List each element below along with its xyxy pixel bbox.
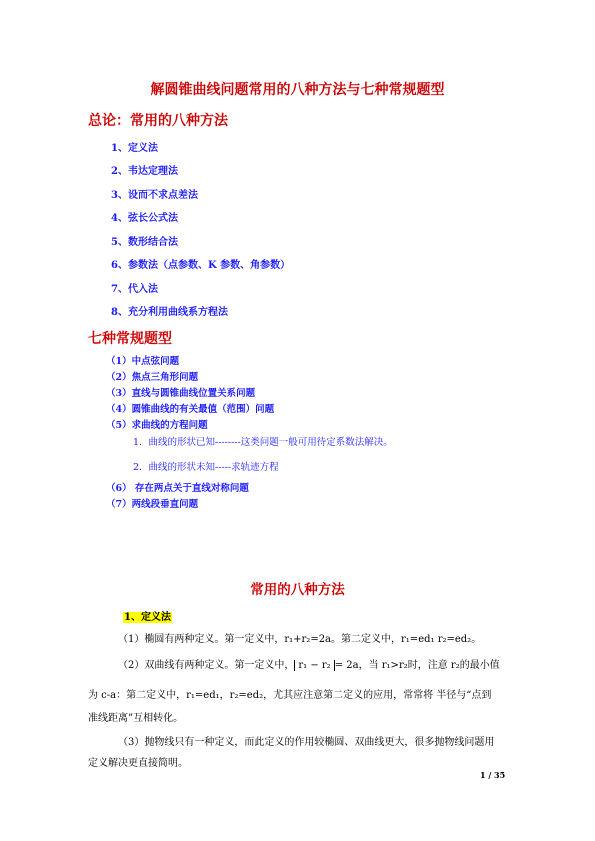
method-item: 7、代入法 xyxy=(111,284,158,295)
type-item: （3）直线与圆锥曲线位置关系问题 xyxy=(106,388,256,399)
paragraph-hyperbola-line3: 准线距离”互相转化。 xyxy=(88,713,184,724)
paragraph-text: ，当 r₁>r₂时，注意 r₂的最小值 xyxy=(358,660,500,671)
general-heading: 总论：常用的八种方法 xyxy=(88,113,228,129)
paragraph-parabola-line2: 定义解决更直接简明。 xyxy=(88,758,188,769)
method-item: 5、数形结合法 xyxy=(111,237,178,248)
paragraph-text: （2）双曲线有两种定义。第一定义中， xyxy=(118,660,295,671)
page-number: 1 / 35 xyxy=(480,770,506,780)
method-item: 8、充分利用曲线系方程法 xyxy=(111,307,228,318)
paragraph-hyperbola-line2: 为 c-a：第二定义中，r₁=ed₁，r₂=ed₂，尤其应注意第二定义的应用，常常将 半径与“点到 xyxy=(88,690,492,701)
document-title: 解圆锥曲线问题常用的八种方法与七种常规题型 xyxy=(150,82,445,98)
formula-equals: = 2a xyxy=(334,660,359,671)
type-item: （1）中点弦问题 xyxy=(106,356,180,367)
section-title: 常用的八种方法 xyxy=(250,582,345,598)
type-item: （6） 存在两点关于直线对称问题 xyxy=(106,483,249,494)
highlighted-label: 1、定义法 xyxy=(124,612,171,623)
type-item: （7）两线段垂直问题 xyxy=(106,499,199,510)
paragraph-hyperbola xyxy=(118,656,500,671)
type-item: （4）圆锥曲线的有关最值（范围）问题 xyxy=(106,404,275,415)
method-item: 2、韦达定理法 xyxy=(111,166,178,177)
section-subheading xyxy=(123,605,172,624)
types-heading: 七种常规题型 xyxy=(88,331,172,347)
type-item: （5）求曲线的方程问题 xyxy=(106,420,208,431)
method-item: 6、参数法（点参数、K 参数、角参数） xyxy=(111,260,291,271)
type-item: （2）焦点三角形问题 xyxy=(106,372,199,383)
absolute-value-formula: r₁ − r₂ xyxy=(294,660,334,671)
method-item: 3、设而不求点差法 xyxy=(111,190,198,201)
paragraph-ellipse: （1）椭圆有两种定义。第一定义中，r₁+r₂=2a。第二定义中，r₁=ed₁ r₂=ed₂。 xyxy=(118,634,482,645)
type-sub-item: 1．曲线的形状已知--------这类问题一般可用待定系数法解决。 xyxy=(133,437,393,448)
type-sub-item: 2．曲线的形状未知-----求轨迹方程 xyxy=(133,462,279,473)
method-item: 4、弦长公式法 xyxy=(111,213,178,224)
paragraph-parabola: （3）抛物线只有一种定义，而此定义的作用较椭圆、双曲线更大，很多抛物线问题用 xyxy=(118,737,495,748)
method-item: 1、定义法 xyxy=(111,143,158,154)
